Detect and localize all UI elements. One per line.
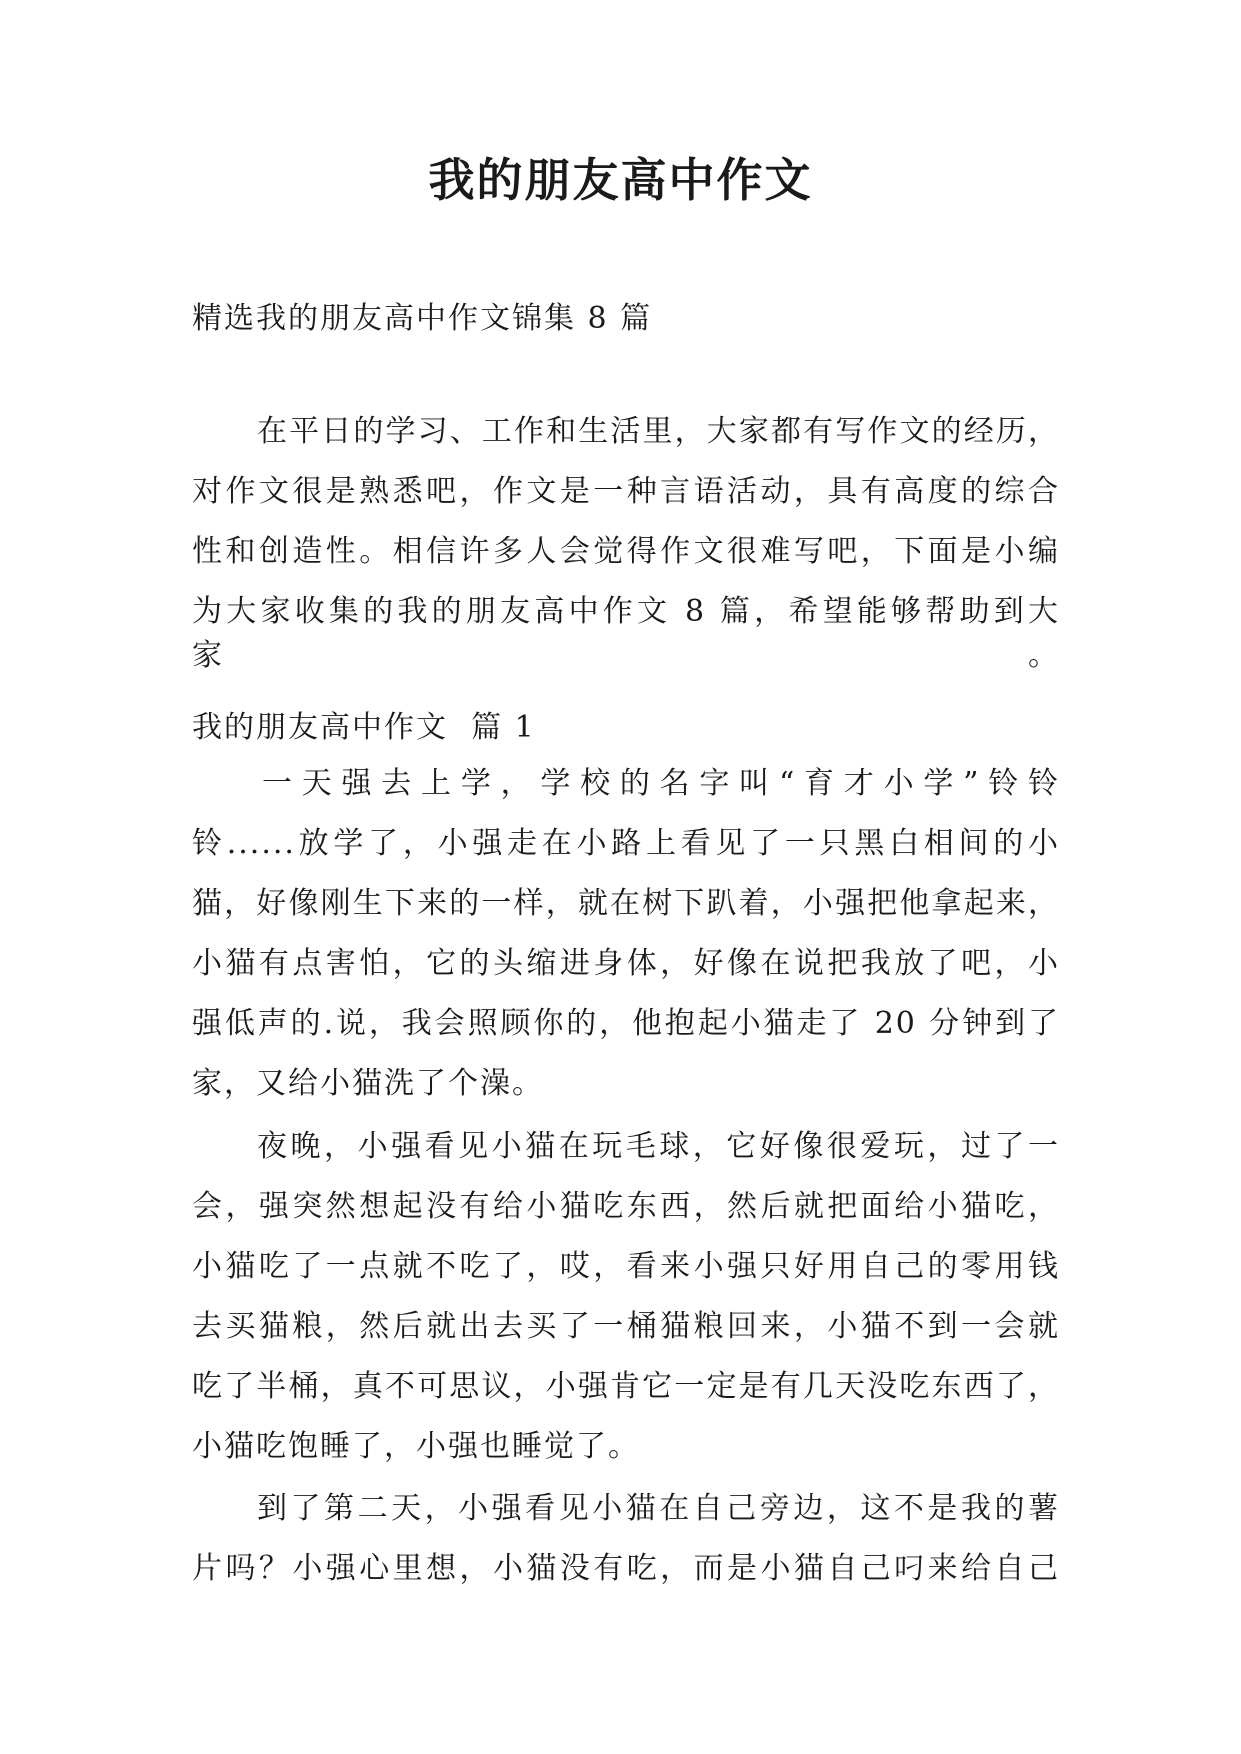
- body-line-12: 小猫吃饱睡了，小强也睡觉了。: [192, 1429, 640, 1464]
- intro-line-2: 对作文很是熟悉吧，作文是一种言语活动，具有高度的综合: [192, 474, 1060, 509]
- body-line-5: 强低声的.说，我会照顾你的，他抱起小猫走了 20 分钟到了: [192, 1006, 1060, 1041]
- intro-line-1: 在平日的学习、工作和生活里，大家都有写作文的经历，: [257, 414, 1060, 449]
- body-line-11: 吃了半桶，真不可思议，小强肯它一定是有几天没吃东西了，: [192, 1369, 1060, 1404]
- body-line-14: 片吗？小强心里想，小猫没有吃，而是小猫自己叼来给自己: [192, 1551, 1060, 1586]
- body-line-4: 小猫有点害怕，它的头缩进身体，好像在说把我放了吧，小: [192, 946, 1060, 981]
- document-title: 我的朋友高中作文: [428, 153, 813, 207]
- body-line-9: 小猫吃了一点就不吃了，哎，看来小强只好用自己的零用钱: [192, 1249, 1060, 1284]
- intro-line-4: 为大家收集的我的朋友高中作文 8 篇，希望能够帮助到大家。: [192, 594, 1060, 673]
- section-heading: 我的朋友高中作文 篇 1: [192, 710, 536, 745]
- body-line-2: 铃......放学了，小强走在小路上看见了一只黑白相间的小: [192, 826, 1060, 861]
- subtitle: 精选我的朋友高中作文锦集 8 篇: [192, 301, 653, 336]
- body-line-13: 到了第二天，小强看见小猫在自己旁边，这不是我的薯: [257, 1491, 1060, 1526]
- intro-line-3: 性和创造性。相信许多人会觉得作文很难写吧，下面是小编: [192, 534, 1060, 569]
- body-line-1: 一天强去上学，学校的名字叫“育才小学”铃铃: [262, 766, 1060, 801]
- body-line-8: 会，强突然想起没有给小猫吃东西，然后就把面给小猫吃，: [192, 1189, 1060, 1224]
- body-line-7: 夜晚，小强看见小猫在玩毛球，它好像很爱玩，过了一: [257, 1129, 1060, 1164]
- body-line-3: 猫，好像刚生下来的一样，就在树下趴着，小强把他拿起来，: [192, 886, 1060, 921]
- body-line-6: 家，又给小猫洗了个澡。: [192, 1066, 544, 1101]
- body-line-10: 去买猫粮，然后就出去买了一桶猫粮回来，小猫不到一会就: [192, 1309, 1060, 1344]
